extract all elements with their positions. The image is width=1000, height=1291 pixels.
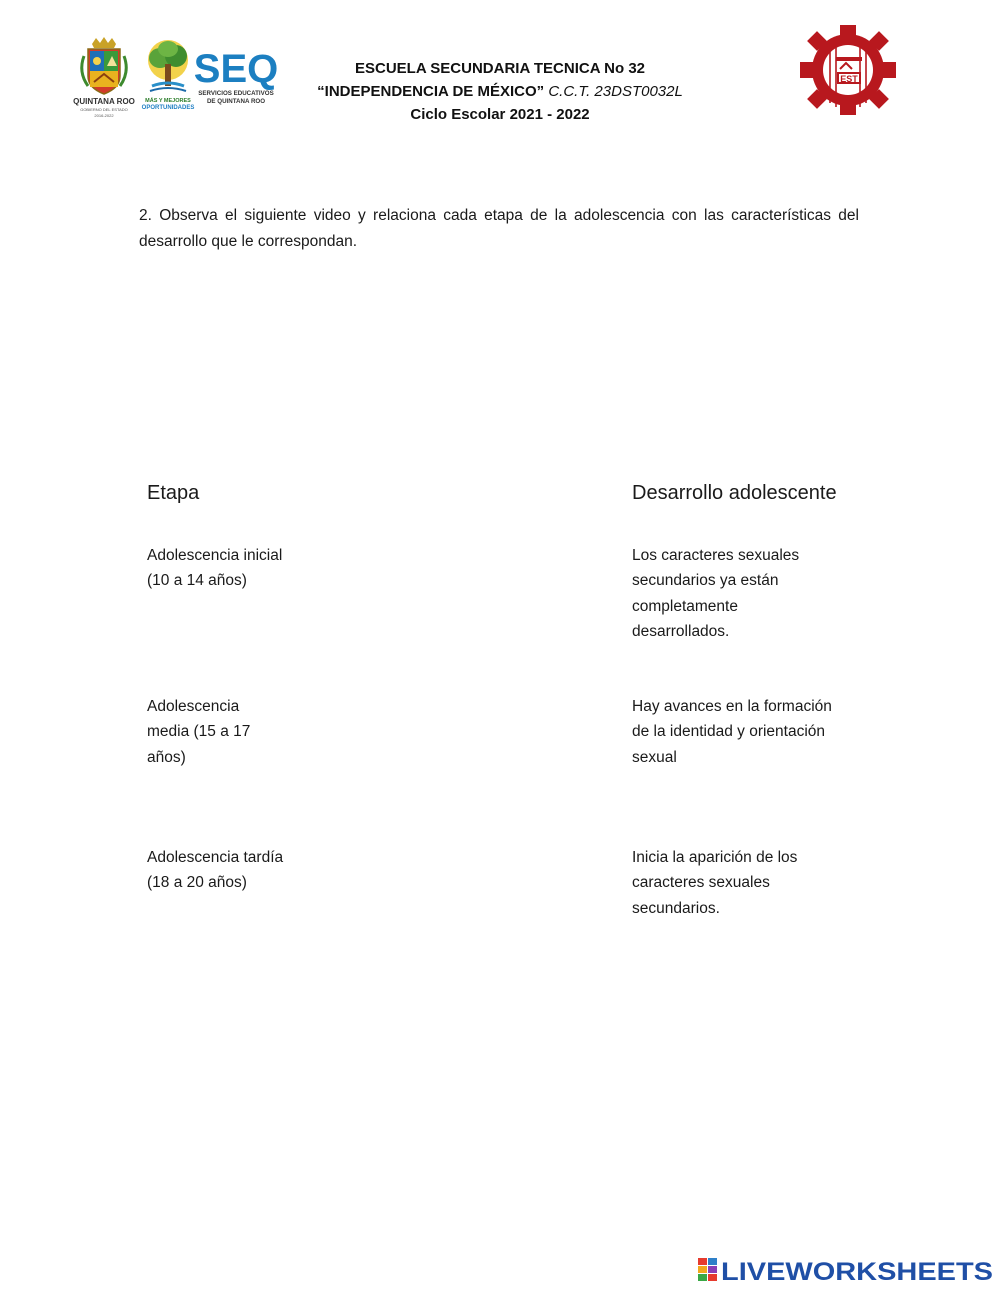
- stage-item-3[interactable]: [147, 845, 283, 896]
- development-line: secundarios ya están: [632, 572, 779, 590]
- development-line: completamente: [632, 597, 738, 615]
- development-line: de la identidad y orientación: [632, 723, 826, 741]
- stage-line: media (15 a 17: [147, 723, 251, 741]
- mas-oportunidades-logo: [142, 38, 194, 114]
- stage-line: Adolescencia tardía: [147, 849, 284, 866]
- development-item-1[interactable]: [632, 543, 799, 644]
- liveworksheets-blocks-icon: [698, 1258, 717, 1281]
- seq-logo: [193, 40, 279, 114]
- development-line: Inicia la aparición de los: [632, 849, 798, 866]
- quintana-roo-subtext: GOBIERNO DEL ESTADO: [80, 107, 128, 112]
- school-name: ESCUELA SECUNDARIA TECNICA No 32: [354, 60, 646, 77]
- development-line: Hay avances en la formación: [632, 698, 832, 715]
- liveworksheets-logo: [697, 1255, 995, 1285]
- stage-line: Adolescencia: [147, 698, 240, 715]
- stage-item-2[interactable]: [147, 694, 250, 770]
- development-line: sexual: [632, 748, 677, 766]
- liveworksheets-text: LIVEWORKSHEETS: [721, 1258, 993, 1286]
- stage-line: (10 a 14 años): [147, 572, 247, 590]
- school-motto-line: [250, 83, 750, 100]
- instruction-text: 2. Observa el siguiente video y relaciona cada etapa de la adolescencia con las características del desarrollo que le correspondan.: [139, 207, 859, 250]
- quintana-roo-years: 2016-2022: [94, 113, 114, 118]
- development-line: caracteres sexuales: [632, 874, 770, 892]
- development-line: Los caracteres sexuales: [632, 547, 800, 564]
- quintana-roo-logo: [74, 36, 134, 120]
- est-text: EST: [840, 74, 858, 84]
- development-item-3[interactable]: [632, 845, 797, 921]
- school-cct: C.C.T. 23DST0032L: [548, 83, 683, 100]
- est-gear-logo: [800, 25, 896, 115]
- stage-item-1[interactable]: [147, 543, 282, 594]
- seq-subtext-1: SERVICIOS EDUCATIVOS: [198, 90, 274, 97]
- seq-text: SEQ: [193, 47, 279, 91]
- column-title-development: Desarrollo adolescente: [632, 482, 837, 504]
- development-item-2[interactable]: [632, 694, 832, 770]
- development-line: secundarios.: [632, 899, 720, 917]
- stage-line: Adolescencia inicial: [147, 547, 283, 564]
- column-title-stage: Etapa: [147, 482, 200, 504]
- school-cycle: Ciclo Escolar 2021 - 2022: [410, 106, 590, 123]
- stage-line: (18 a 20 años): [147, 874, 247, 892]
- seq-subtext-2: DE QUINTANA ROO: [206, 98, 266, 105]
- stage-line: años): [147, 748, 186, 766]
- quintana-roo-text: QUINTANA ROO: [73, 97, 135, 106]
- mas-mejores-text: MÁS Y MEJORES: [145, 98, 191, 104]
- school-motto: “INDEPENDENCIA DE MÉXICO”: [317, 83, 545, 100]
- development-line: desarrollados.: [632, 622, 730, 640]
- oportunidades-text: OPORTUNIDADES: [141, 105, 195, 111]
